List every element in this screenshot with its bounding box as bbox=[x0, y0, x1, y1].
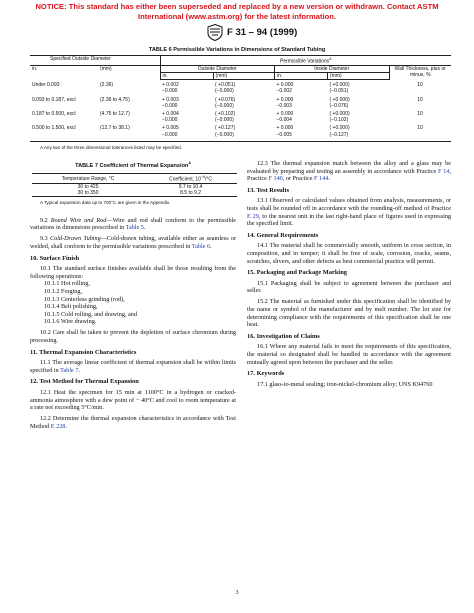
link-e29[interactable]: E 29 bbox=[247, 212, 259, 220]
table6-head-od-mm: (mm) bbox=[213, 73, 274, 80]
cell-od-mm-minus: (−0.000) bbox=[215, 117, 234, 124]
para-17-1: 17.1 glass-to-metal sealing; iron-nickel-chromium alloy; UNS K94760 bbox=[257, 380, 433, 388]
table6-head-permissible: Permissible Variations$^A$ bbox=[160, 56, 451, 66]
cell-wall: 10 bbox=[389, 123, 451, 141]
cell-od-mm-plus: ( +0.051) bbox=[215, 82, 236, 89]
cell-id-in-minus: −0.002 bbox=[276, 88, 292, 95]
table7-head-range: Temperature Range, °C bbox=[32, 174, 144, 184]
cell-mm: (2.36) bbox=[100, 81, 114, 88]
cell-od-in-minus: −0.000 bbox=[162, 102, 178, 109]
cell-id-mm-minus: (−0.051) bbox=[329, 88, 349, 95]
table6-head-od-in: in. bbox=[160, 73, 213, 80]
list-item: 10.1.3 Centerless grinding (rod), bbox=[44, 295, 125, 303]
cell-id-in-minus: −0.005 bbox=[276, 131, 292, 138]
cell-wall: 10 bbox=[417, 96, 423, 103]
cell-mm: (12.7 to 38.1) bbox=[98, 123, 160, 141]
heading-thermal-expansion: 11. Thermal Expansion Characteristics bbox=[30, 348, 137, 356]
cell-od-in-plus: + 0.003 bbox=[162, 96, 179, 103]
table6-head-wall: Wall Thickness, plus or minus, % bbox=[389, 65, 451, 79]
cell-mm: (2.36 to 4.75) bbox=[100, 96, 130, 103]
heading-test-method: 12. Test Method for Thermal Expansion bbox=[30, 378, 139, 386]
para-11-1: 11.1 The average linear coefficient of thermal expansion shall be within limits specified in Table 7. bbox=[30, 359, 236, 374]
cell-id-mm-plus: ( +0.000) bbox=[329, 82, 350, 89]
cell-od-mm-minus: (−0.000) bbox=[215, 88, 234, 95]
table-row bbox=[30, 95, 451, 109]
link-table-7[interactable]: Table 7 bbox=[60, 366, 79, 374]
supersession-notice bbox=[0, 2, 474, 21]
cell-od-mm-minus: (−0.000) bbox=[215, 102, 234, 109]
cell-id-mm-minus: (−0.076) bbox=[329, 102, 349, 109]
link-table-5[interactable]: Table 5 bbox=[125, 224, 144, 232]
cell-wall: 10 bbox=[417, 81, 423, 88]
table6-title: TABLE 6 Permissible Variations in Dimensions of Standard Tubing bbox=[148, 47, 326, 53]
cell-in: 0.093 to 0.187, excl bbox=[32, 96, 76, 103]
para-12-1: 12.1 Heat the specimen for 15 min at 1100°C in a hydrogen or cracked-ammonia atmosphere with a dew point of − 40°C and cool to room temperature at a rate not exceeding 5°C/min. bbox=[30, 388, 236, 412]
astm-logo-icon bbox=[207, 24, 223, 41]
page-number: 3 bbox=[235, 590, 239, 596]
cell-id-in-plus: + 0.000 bbox=[276, 82, 294, 89]
list-item: 10.1.4 Belt polishing, bbox=[44, 303, 98, 311]
para-9-3: 9.3 Cold-Drawn Tubing—Cold-drawn tubing, available either as seamless or welded, shall conform to the permissible variations prescribed in Table 6. bbox=[30, 235, 237, 250]
table-row bbox=[30, 80, 451, 95]
cell-in: 0.500 to 1.500, excl bbox=[30, 123, 98, 141]
para-10-1: 10.1 The standard surface finishes available shall be those resulting from the following operations: bbox=[30, 265, 236, 280]
cell-wall: 10 bbox=[417, 111, 423, 118]
cell-in: 0.187 to 0.500, excl bbox=[32, 111, 76, 118]
table6-permissible-variations bbox=[30, 55, 451, 142]
right-column bbox=[247, 160, 451, 392]
table7-head-coef: Coefficient, $10^{-6}/^\circ C$ bbox=[144, 174, 237, 184]
para-12-3: 12.3 The thermal expansion match between the alloy and a glass may be evaluated by preparing and testing an assembly in accordance with Practice F 14, Practice F 140, or Practice F 144. bbox=[247, 160, 451, 183]
link-e228[interactable]: E 228 bbox=[50, 422, 66, 430]
table6-head-inside: Inside Diameter bbox=[274, 65, 389, 72]
link-f140[interactable]: F 140 bbox=[268, 175, 283, 183]
list-item: 10.1.2 Forging, bbox=[44, 287, 83, 295]
list-item: 10.1.6 Wire drawing. bbox=[44, 318, 97, 326]
table6-head-id-mm: (mm) bbox=[327, 73, 389, 80]
table6-head-mm: (mm) bbox=[100, 65, 112, 72]
heading-investigation-claims: 16. Investigation of Claims bbox=[247, 332, 320, 340]
cell-od-in-minus: −0.000 bbox=[162, 88, 178, 95]
para-9-2: 9.2 Round Wire and Rod—Wire and rod shall conform to the permissible variations in dimensions prescribed in Table 5. bbox=[30, 216, 237, 232]
cell-id-mm-minus: (−0.127) bbox=[329, 131, 349, 138]
para-15-1: 15.1 Packaging shall be subject to agreement between the purchaser and seller. bbox=[247, 279, 451, 295]
cell-id-in-minus: −0.003 bbox=[276, 102, 292, 109]
table6-head-specified: Specified Outside Diameter bbox=[30, 56, 160, 66]
cell-in: Under 0.093 bbox=[32, 81, 60, 88]
cell-od-mm-plus: ( +0.127) bbox=[215, 125, 236, 132]
heading-general-requirements: 14. General Requirements bbox=[247, 231, 319, 239]
cell-id-mm-plus: ( +0.000) bbox=[329, 125, 350, 132]
cell-od-in-minus: −0.000 bbox=[162, 131, 178, 138]
para-14-1: 14.1 The material shall be commercially smooth, uniform in cross section, in composition, and in temper; it shall be free of scale, corrosion, cracks, seams, scratches, slivers, and other defects as best commercial practice will permit. bbox=[247, 242, 451, 265]
table7-title: TABLE 7 Coefficient of Thermal Expansion$^A$ bbox=[75, 161, 191, 169]
link-f144[interactable]: F 144 bbox=[314, 175, 329, 183]
heading-keywords: 17. Keywords bbox=[247, 370, 285, 378]
table6-head-outside: Outside Diameter bbox=[160, 65, 274, 72]
link-table-6[interactable]: Table 6 bbox=[191, 242, 211, 250]
table-row: 30 to 350 8.5 to 9.2 bbox=[32, 190, 237, 197]
cell-od-mm-minus: (−0.000) bbox=[215, 131, 234, 138]
cell-od-mm-plus: ( +0.102) bbox=[215, 111, 236, 118]
notice-line-2: International (www.astm.org) for the latest information. bbox=[137, 11, 336, 21]
cell-id-in-plus: + 0.000 bbox=[276, 111, 294, 118]
heading-test-results: 13. Test Results bbox=[247, 186, 290, 194]
para-13-1: 13.1 Observed or calculated values obtained from analysis, measurements, or tests shall be rounded off in accordance with the rounding-off method of Practice E 29, to the nearest unit in the last right-hand place of figures used in expressing the specified limit. bbox=[247, 197, 452, 228]
cell-id-mm-plus: ( +0.000) bbox=[329, 111, 350, 118]
table-row bbox=[30, 109, 451, 123]
cell-od-mm-plus: ( +0.076) bbox=[215, 96, 236, 103]
notice-line-1: NOTICE: This standard has either been superseded and replaced by a new version or withdrawn. Contact ASTM bbox=[35, 2, 439, 11]
table6-footnote: A Any two of the three dimensional tolerances listed may be specified. bbox=[40, 145, 182, 150]
cell-id-mm-plus: ( +0.000) bbox=[329, 96, 350, 103]
table6-head-in: in. bbox=[32, 65, 38, 72]
para-12-2: 12.2 Determine the thermal expansion characteristics in accordance with Test Method E 228. bbox=[30, 415, 236, 430]
cell-od-in-minus: −0.000 bbox=[162, 117, 178, 124]
list-item: 10.1.5 Cold rolling, and drawing, and bbox=[44, 310, 137, 318]
table6-head-id-in: in. bbox=[274, 73, 327, 80]
heading-surface-finish: 10. Surface Finish bbox=[30, 254, 80, 262]
para-10-2: 10.2 Care shall be taken to prevent the depletion of surface chromium during processing. bbox=[30, 329, 236, 345]
cell-od-in-plus: + 0.002 bbox=[162, 82, 179, 89]
cell-od-in-plus: + 0.005 bbox=[162, 125, 179, 132]
standard-designation: F 31 – 94 (1999) bbox=[227, 27, 298, 38]
para-15-2: 15.2 The material as furnished under this specification shall be identified by the name or symbol of the manufacturer and by melt number. The lot size for determining compliance with the requirements of this specification shall be one heat. bbox=[247, 298, 451, 329]
table7-thermal-expansion bbox=[32, 173, 237, 197]
cell-id-in-plus: + 0.000 bbox=[276, 125, 294, 132]
left-column bbox=[30, 160, 236, 434]
cell-id-in-plus: + 0.000 bbox=[276, 96, 294, 103]
page-header bbox=[0, 24, 474, 44]
cell-mm: (4.75 to 12.7) bbox=[100, 111, 130, 118]
cell-od-in-plus: + 0.004 bbox=[162, 111, 179, 118]
table-row: 30 to 425 9.7 to 10.4 bbox=[77, 184, 203, 191]
table-row bbox=[30, 123, 451, 141]
link-f14[interactable]: F 14 bbox=[438, 167, 450, 175]
table7-footnote: A Typical expansion data up to 700°C are given in the Appendix. bbox=[40, 200, 171, 206]
cell-id-in-minus: −0.004 bbox=[276, 117, 292, 124]
heading-packaging: 15. Packaging and Package Marking bbox=[247, 269, 347, 277]
para-16-1: 16.1 Where any material fails to meet the requirements of this specification, the material so designated shall be handled in accordance with the agreement mutually agreed upon between the purchaser and the seller. bbox=[247, 343, 451, 366]
list-item: 10.1.1 Hot rolling, bbox=[44, 280, 90, 288]
cell-id-mm-minus: (−0.102) bbox=[329, 117, 349, 124]
